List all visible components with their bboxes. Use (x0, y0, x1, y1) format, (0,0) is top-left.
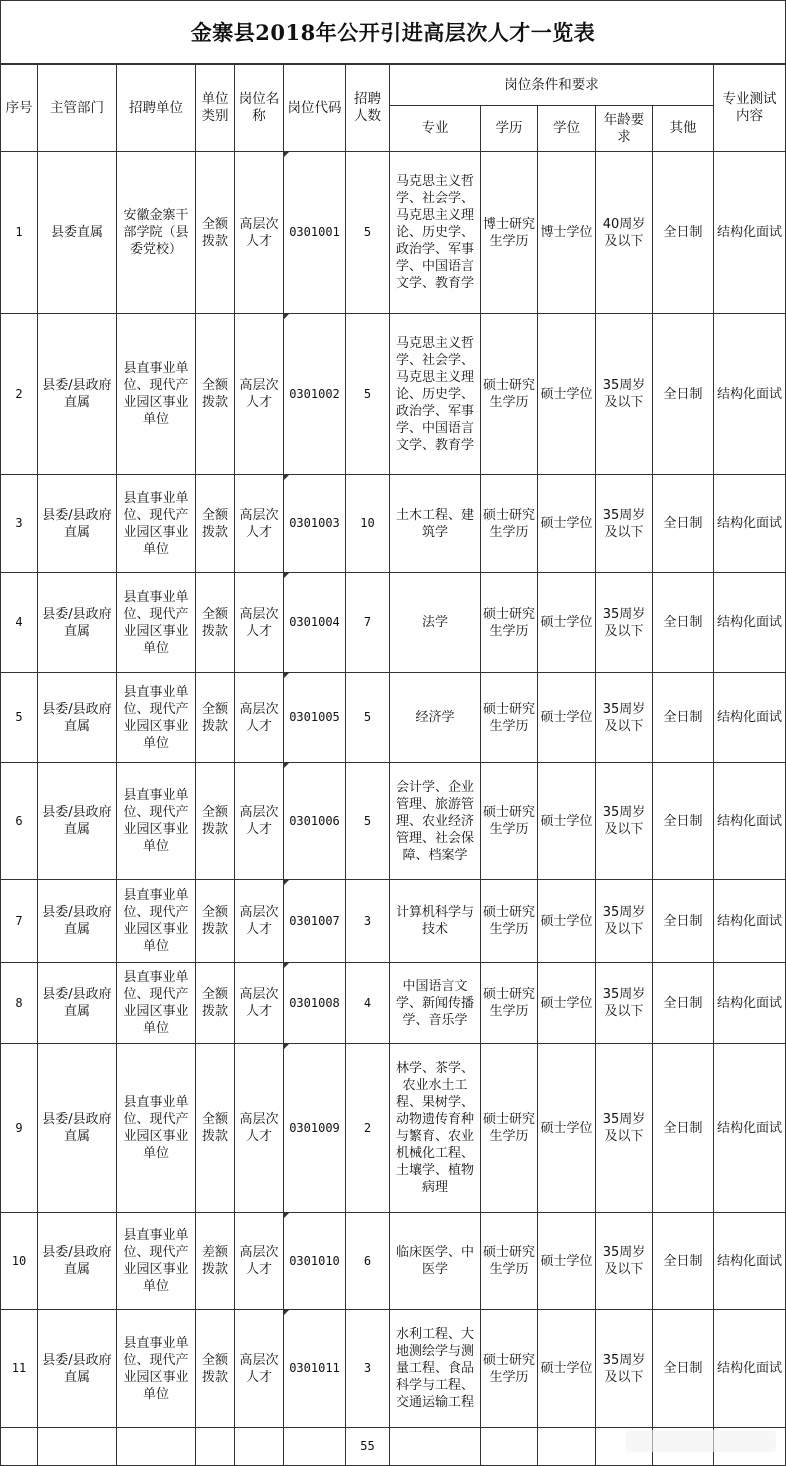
cell-seq: 8 (1, 963, 38, 1044)
cell-test: 结构化面试 (714, 763, 786, 880)
cell-post-name: 高层次人才 (235, 880, 284, 963)
cell-edu: 硕士研究生学历 (481, 880, 538, 963)
cell-dept: 县委/县政府直属 (38, 880, 117, 963)
cell-unit: 县直事业单位、现代产业园区事业单位 (117, 475, 196, 573)
cell-degree: 博士学位 (538, 152, 596, 314)
table-row (1, 152, 786, 314)
cell-post-code: 0301009 (284, 1044, 346, 1213)
header-major: 专业 (390, 106, 481, 152)
cell-edu: 硕士研究生学历 (481, 1044, 538, 1213)
cell-unit-type: 全额拨款 (196, 1044, 235, 1213)
cell-other: 全日制 (653, 1213, 714, 1310)
cell-dept: 县委/县政府直属 (38, 1044, 117, 1213)
cell-unit-type: 全额拨款 (196, 963, 235, 1044)
cell-major: 经济学 (390, 673, 481, 763)
cell-other: 全日制 (653, 573, 714, 673)
cell-degree: 硕士学位 (538, 963, 596, 1044)
cell-unit-type: 全额拨款 (196, 880, 235, 963)
cell-major: 马克思主义哲学、社会学、马克思主义理论、历史学、政治学、军事学、中国语言文学、教育学 (390, 152, 481, 314)
cell-seq: 1 (1, 152, 38, 314)
cell-seq: 6 (1, 763, 38, 880)
cell-age: 35周岁及以下 (596, 880, 653, 963)
cell-post-name: 高层次人才 (235, 963, 284, 1044)
page-title: 金寨县2018年公开引进高层次人才一览表 (0, 0, 786, 64)
cell-other: 全日制 (653, 673, 714, 763)
cell-dept: 县委直属 (38, 152, 117, 314)
cell-post-name: 高层次人才 (235, 1044, 284, 1213)
cell-test: 结构化面试 (714, 673, 786, 763)
header-test: 专业测试内容 (714, 65, 786, 152)
cell-degree: 硕士学位 (538, 573, 596, 673)
cell-count: 5 (346, 152, 390, 314)
header-unit: 招聘单位 (117, 65, 196, 152)
cell-dept: 县委/县政府直属 (38, 673, 117, 763)
cell-unit: 县直事业单位、现代产业园区事业单位 (117, 673, 196, 763)
cell-degree: 硕士学位 (538, 1213, 596, 1310)
cell-seq: 2 (1, 314, 38, 475)
header-other: 其他 (653, 106, 714, 152)
cell-other: 全日制 (653, 963, 714, 1044)
cell-other: 全日制 (653, 880, 714, 963)
cell-seq: 3 (1, 475, 38, 573)
cell-seq: 9 (1, 1044, 38, 1213)
cell-major: 中国语言文学、新闻传播学、音乐学 (390, 963, 481, 1044)
cell-test: 结构化面试 (714, 880, 786, 963)
cell-post-code: 0301004 (284, 573, 346, 673)
cell-unit: 县直事业单位、现代产业园区事业单位 (117, 963, 196, 1044)
header-post-code: 岗位代码 (284, 65, 346, 152)
cell-major: 水利工程、大地测绘学与测量工程、食品科学与工程、交通运输工程 (390, 1310, 481, 1428)
cell-other: 全日制 (653, 1044, 714, 1213)
cell-unit: 县直事业单位、现代产业园区事业单位 (117, 1213, 196, 1310)
cell-major: 马克思主义哲学、社会学、马克思主义理论、历史学、政治学、军事学、中国语言文学、教育学 (390, 314, 481, 475)
total-count: 55 (346, 1428, 390, 1466)
cell-seq: 11 (1, 1310, 38, 1428)
cell-major: 临床医学、中医学 (390, 1213, 481, 1310)
cell-unit-type: 全额拨款 (196, 673, 235, 763)
header-count: 招聘人数 (346, 65, 390, 152)
cell-post-code: 0301010 (284, 1213, 346, 1310)
cell-count: 7 (346, 573, 390, 673)
cell-age: 35周岁及以下 (596, 673, 653, 763)
cell-unit: 安徽金寨干部学院（县委党校） (117, 152, 196, 314)
cell-unit: 县直事业单位、现代产业园区事业单位 (117, 1310, 196, 1428)
cell-age: 35周岁及以下 (596, 1213, 653, 1310)
cell-other: 全日制 (653, 314, 714, 475)
cell-test: 结构化面试 (714, 475, 786, 573)
header-edu: 学历 (481, 106, 538, 152)
cell-unit-type: 全额拨款 (196, 1310, 235, 1428)
cell-unit: 县直事业单位、现代产业园区事业单位 (117, 880, 196, 963)
cell-edu: 硕士研究生学历 (481, 573, 538, 673)
cell-major: 法学 (390, 573, 481, 673)
recruitment-table (0, 64, 786, 1466)
table-row (1, 573, 786, 673)
cell-unit: 县直事业单位、现代产业园区事业单位 (117, 1044, 196, 1213)
cell-post-code: 0301003 (284, 475, 346, 573)
table-row (1, 673, 786, 763)
table-row (1, 475, 786, 573)
cell-degree: 硕士学位 (538, 1310, 596, 1428)
cell-seq: 5 (1, 673, 38, 763)
table-row (1, 1044, 786, 1213)
cell-edu: 硕士研究生学历 (481, 475, 538, 573)
cell-post-code: 0301006 (284, 763, 346, 880)
cell-post-name: 高层次人才 (235, 573, 284, 673)
cell-seq: 4 (1, 573, 38, 673)
cell-count: 4 (346, 963, 390, 1044)
cell-dept: 县委/县政府直属 (38, 1310, 117, 1428)
cell-post-code: 0301007 (284, 880, 346, 963)
cell-test: 结构化面试 (714, 152, 786, 314)
cell-count: 3 (346, 1310, 390, 1428)
cell-dept: 县委/县政府直属 (38, 1213, 117, 1310)
cell-edu: 硕士研究生学历 (481, 1310, 538, 1428)
cell-other: 全日制 (653, 1310, 714, 1428)
cell-count: 6 (346, 1213, 390, 1310)
cell-edu: 硕士研究生学历 (481, 314, 538, 475)
cell-post-name: 高层次人才 (235, 475, 284, 573)
cell-test: 结构化面试 (714, 1310, 786, 1428)
cell-edu: 硕士研究生学历 (481, 963, 538, 1044)
cell-edu: 硕士研究生学历 (481, 1213, 538, 1310)
cell-post-name: 高层次人才 (235, 673, 284, 763)
table-row (1, 1310, 786, 1428)
cell-unit: 县直事业单位、现代产业园区事业单位 (117, 314, 196, 475)
cell-unit-type: 全额拨款 (196, 573, 235, 673)
cell-edu: 博士研究生学历 (481, 152, 538, 314)
cell-post-code: 0301002 (284, 314, 346, 475)
cell-post-name: 高层次人才 (235, 1213, 284, 1310)
cell-age: 40周岁及以下 (596, 152, 653, 314)
watermark-logo (626, 1428, 776, 1454)
cell-unit-type: 差额拨款 (196, 1213, 235, 1310)
cell-degree: 硕士学位 (538, 880, 596, 963)
cell-unit-type: 全额拨款 (196, 763, 235, 880)
cell-major: 林学、茶学、农业水土工程、果树学、动物遗传育种与繁育、农业机械化工程、土壤学、植物病理 (390, 1044, 481, 1213)
cell-count: 2 (346, 1044, 390, 1213)
cell-post-name: 高层次人才 (235, 1310, 284, 1428)
cell-count: 5 (346, 673, 390, 763)
table-row (1, 963, 786, 1044)
cell-post-code: 0301005 (284, 673, 346, 763)
cell-dept: 县委/县政府直属 (38, 763, 117, 880)
cell-age: 35周岁及以下 (596, 1310, 653, 1428)
cell-seq: 7 (1, 880, 38, 963)
header-degree: 学位 (538, 106, 596, 152)
table-row (1, 763, 786, 880)
cell-major: 土木工程、建筑学 (390, 475, 481, 573)
cell-degree: 硕士学位 (538, 314, 596, 475)
cell-test: 结构化面试 (714, 573, 786, 673)
cell-dept: 县委/县政府直属 (38, 475, 117, 573)
header-unit-type: 单位类别 (196, 65, 235, 152)
cell-test: 结构化面试 (714, 314, 786, 475)
cell-major: 会计学、企业管理、旅游管理、农业经济管理、社会保障、档案学 (390, 763, 481, 880)
cell-test: 结构化面试 (714, 963, 786, 1044)
cell-degree: 硕士学位 (538, 475, 596, 573)
cell-count: 5 (346, 314, 390, 475)
cell-count: 5 (346, 763, 390, 880)
cell-edu: 硕士研究生学历 (481, 673, 538, 763)
cell-unit: 县直事业单位、现代产业园区事业单位 (117, 573, 196, 673)
cell-age: 35周岁及以下 (596, 963, 653, 1044)
cell-dept: 县委/县政府直属 (38, 963, 117, 1044)
cell-age: 35周岁及以下 (596, 1044, 653, 1213)
header-dept: 主管部门 (38, 65, 117, 152)
cell-post-code: 0301008 (284, 963, 346, 1044)
cell-post-name: 高层次人才 (235, 152, 284, 314)
cell-dept: 县委/县政府直属 (38, 314, 117, 475)
cell-post-code: 0301011 (284, 1310, 346, 1428)
table-row (1, 880, 786, 963)
cell-seq: 10 (1, 1213, 38, 1310)
cell-count: 10 (346, 475, 390, 573)
cell-age: 35周岁及以下 (596, 314, 653, 475)
cell-post-code: 0301001 (284, 152, 346, 314)
cell-count: 3 (346, 880, 390, 963)
cell-other: 全日制 (653, 763, 714, 880)
cell-age: 35周岁及以下 (596, 475, 653, 573)
cell-other: 全日制 (653, 475, 714, 573)
cell-post-name: 高层次人才 (235, 763, 284, 880)
cell-unit: 县直事业单位、现代产业园区事业单位 (117, 763, 196, 880)
cell-edu: 硕士研究生学历 (481, 763, 538, 880)
cell-age: 35周岁及以下 (596, 573, 653, 673)
cell-degree: 硕士学位 (538, 673, 596, 763)
header-age: 年龄要求 (596, 106, 653, 152)
cell-age: 35周岁及以下 (596, 763, 653, 880)
header-post-name: 岗位名称 (235, 65, 284, 152)
cell-major: 计算机科学与技术 (390, 880, 481, 963)
cell-other: 全日制 (653, 152, 714, 314)
header-conditions: 岗位条件和要求 (390, 65, 714, 106)
table-row (1, 314, 786, 475)
cell-unit-type: 全额拨款 (196, 475, 235, 573)
cell-post-name: 高层次人才 (235, 314, 284, 475)
table-row (1, 1213, 786, 1310)
cell-test: 结构化面试 (714, 1044, 786, 1213)
cell-degree: 硕士学位 (538, 763, 596, 880)
table-body (1, 152, 786, 1428)
cell-unit-type: 全额拨款 (196, 152, 235, 314)
cell-test: 结构化面试 (714, 1213, 786, 1310)
cell-degree: 硕士学位 (538, 1044, 596, 1213)
cell-dept: 县委/县政府直属 (38, 573, 117, 673)
cell-unit-type: 全额拨款 (196, 314, 235, 475)
header-seq: 序号 (1, 65, 38, 152)
